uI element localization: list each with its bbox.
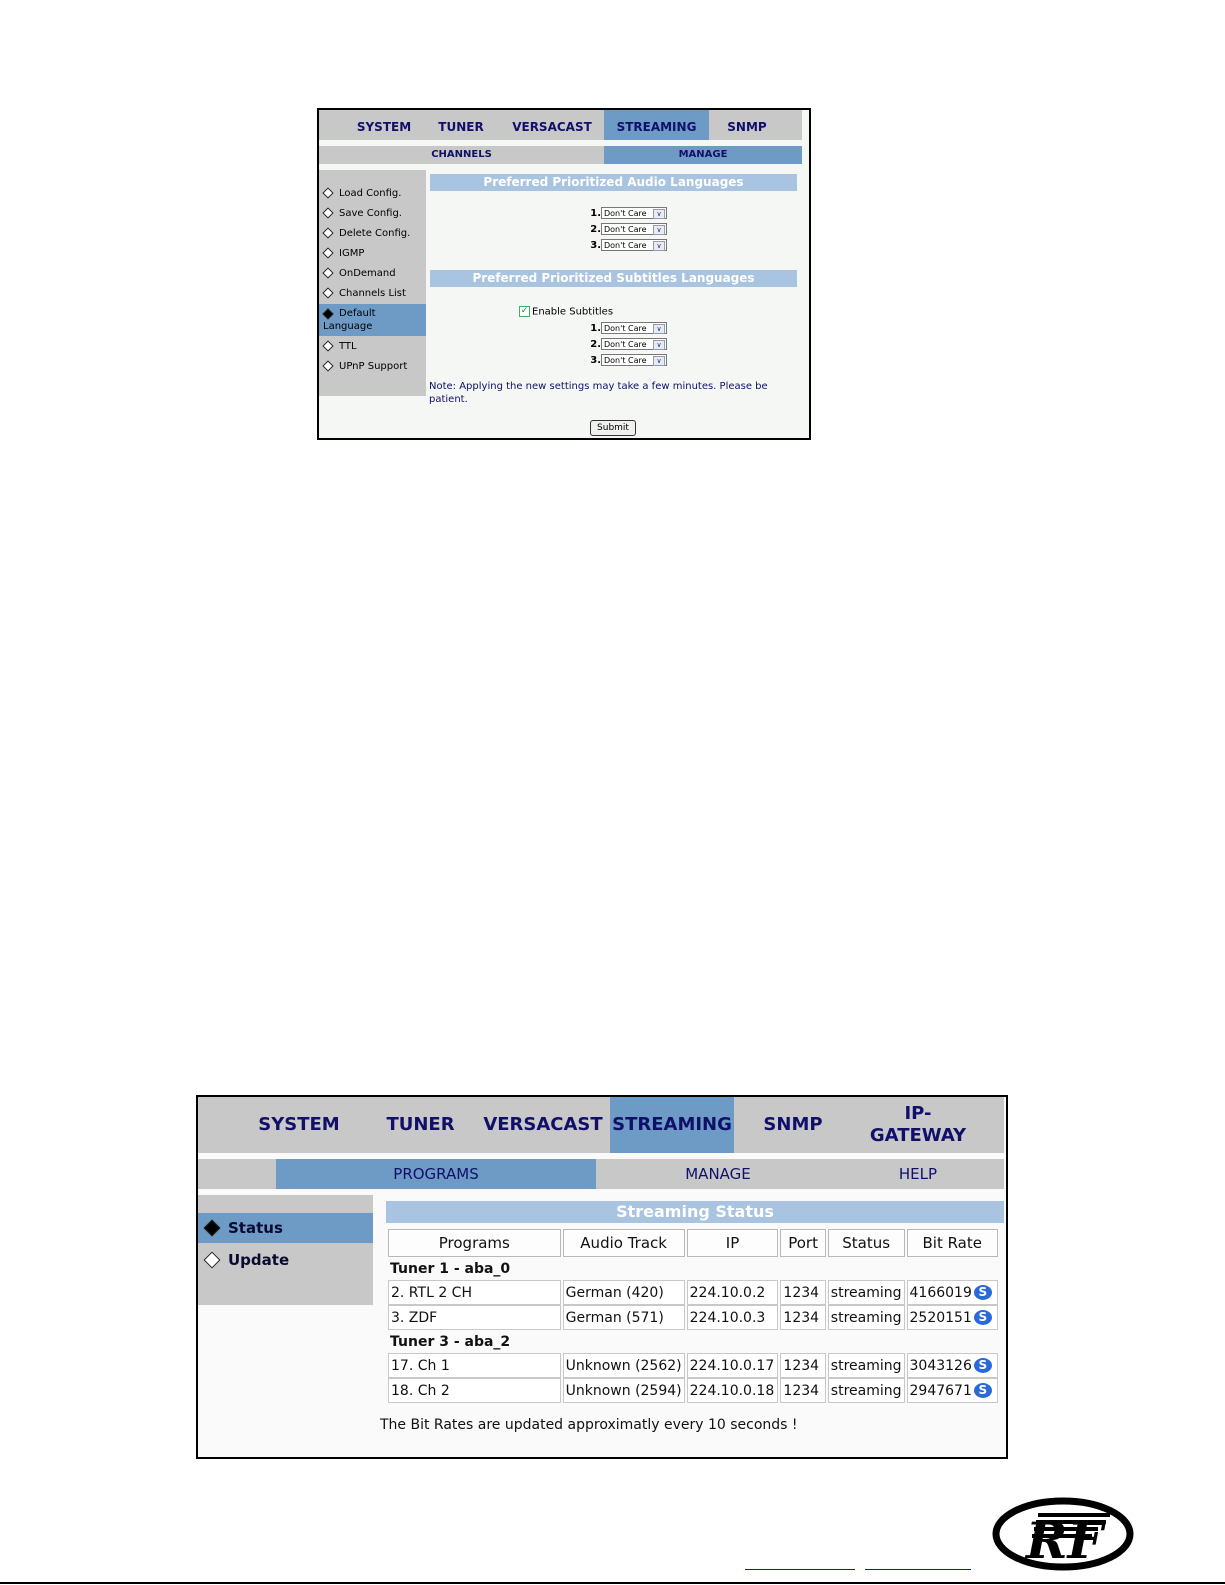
table-row: [388, 1378, 998, 1403]
bitrate-cell: 3043126 S: [907, 1353, 999, 1378]
tab-tuner[interactable]: TUNER: [438, 120, 484, 134]
apply-note: Note: Applying the new settings may take a few minutes. Please be patient.: [429, 381, 768, 405]
table-row: [388, 1305, 998, 1330]
audio-cell: Unknown (2562): [563, 1353, 685, 1378]
diamond-icon: [322, 187, 333, 198]
column-header: Status: [828, 1229, 905, 1257]
subtab-manage[interactable]: MANAGE: [685, 1165, 751, 1183]
enable-subtitles-checkbox[interactable]: ✓ Enable Subtitles: [520, 306, 614, 318]
group-label: Tuner 1 - aba_0: [390, 1260, 511, 1277]
table-row: [388, 1280, 998, 1305]
chevron-down-icon: ∨: [653, 209, 665, 219]
program-cell: 17. Ch 1: [388, 1353, 561, 1378]
port-cell: 1234: [780, 1353, 825, 1378]
diamond-icon: [322, 360, 333, 371]
port-cell: 1234: [780, 1280, 825, 1305]
streaming-status-title: Streaming Status: [386, 1201, 1004, 1223]
subtitle-language-select-1[interactable]: Don't Care ∨: [601, 322, 667, 334]
group-row: [388, 1330, 998, 1353]
subtitle-language-select-2[interactable]: Don't Care ∨: [601, 338, 667, 350]
sidebar-item-default-language[interactable]: Default Language: [319, 304, 426, 336]
table-row: [388, 1353, 998, 1378]
submit-button[interactable]: Submit: [590, 420, 636, 436]
sidebar-item-ttl[interactable]: TTL: [319, 340, 426, 353]
status-cell: streaming: [828, 1353, 905, 1378]
sidebar-item-update[interactable]: Update: [198, 1245, 373, 1275]
diamond-icon: [204, 1252, 221, 1269]
program-cell: 2. RTL 2 CH: [388, 1280, 561, 1305]
ip-cell: 224.10.0.2: [687, 1280, 779, 1305]
footer-link-2[interactable]: [865, 1555, 971, 1570]
tab-snmp[interactable]: SNMP: [727, 120, 767, 134]
subtab-programs[interactable]: PROGRAMS: [276, 1159, 596, 1189]
bitrate-cell: 4166019 S: [907, 1280, 999, 1305]
rf-logo-text: RF: [1026, 1511, 1104, 1570]
port-cell: 1234: [780, 1378, 825, 1403]
subtitle-language-select-3[interactable]: Don't Care ∨: [601, 354, 667, 366]
ip-cell: 224.10.0.18: [687, 1378, 779, 1403]
diamond-filled-icon: [204, 1220, 221, 1237]
default-language-screenshot: SYSTEM TUNER VERSACAST STREAMING SNMP CHANNELS MANAGE Load Config. Save Config. Delete Config. IGMP OnDemand Channels List Default Language TTL UPnP Support Preferred Prioritized Audio Languages 1. Don't Care ∨ 2. Don't Care ∨ 3. Don't Care ∨ Preferred Prioritized Subtitles Languages ✓ Enable Subtitles 1. Don't Care ∨ 2. Don't Care ∨ 3. Don't Care ∨ Note: Applying the new settings may take a few minutes. Please be patient. Submit: [317, 108, 811, 440]
stream-s-icon[interactable]: S: [974, 1285, 992, 1300]
status-cell: streaming: [828, 1378, 905, 1403]
group-row: [388, 1257, 998, 1280]
bitrate-update-note: The Bit Rates are updated approximatly every 10 seconds !: [380, 1417, 798, 1433]
ip-cell: 224.10.0.17: [687, 1353, 779, 1378]
diamond-icon: [322, 287, 333, 298]
stream-s-icon[interactable]: S: [974, 1383, 992, 1398]
ip-cell: 224.10.0.3: [687, 1305, 779, 1330]
status-cell: streaming: [828, 1305, 905, 1330]
sidebar-item-ondemand[interactable]: OnDemand: [319, 267, 426, 280]
page-bottom-rule: [0, 1582, 1225, 1584]
top-nav: [319, 110, 802, 140]
stream-s-icon[interactable]: S: [974, 1310, 992, 1325]
tab-streaming[interactable]: STREAMING: [610, 1097, 734, 1153]
bitrate-cell: 2520151 S: [907, 1305, 999, 1330]
sidebar-item-upnp-support[interactable]: UPnP Support: [319, 360, 426, 373]
column-header: Bit Rate: [907, 1229, 999, 1257]
sub-nav: [198, 1159, 1004, 1189]
tab-versacast[interactable]: VERSACAST: [512, 120, 592, 134]
diamond-icon: [322, 340, 333, 351]
footer-link-1[interactable]: [745, 1555, 855, 1570]
sidebar-item-delete-config[interactable]: Delete Config.: [319, 227, 426, 240]
rf-logo-icon: [992, 1496, 1134, 1572]
diamond-icon: [322, 227, 333, 238]
diamond-icon: [322, 247, 333, 258]
subtitles-languages-header: Preferred Prioritized Subtitles Languages: [430, 270, 797, 287]
diamond-icon: [322, 267, 333, 278]
tab-versacast[interactable]: VERSACAST: [483, 1114, 603, 1135]
top-nav: [198, 1097, 1004, 1153]
sidebar: [319, 170, 426, 396]
audio-language-select-1[interactable]: Don't Care ∨: [601, 207, 667, 219]
subtab-channels[interactable]: CHANNELS: [431, 149, 492, 160]
diamond-icon: [322, 207, 333, 218]
tab-tuner[interactable]: TUNER: [386, 1114, 455, 1135]
tab-snmp[interactable]: SNMP: [763, 1114, 823, 1135]
tab-system[interactable]: SYSTEM: [258, 1114, 340, 1135]
stream-s-icon[interactable]: S: [974, 1358, 992, 1373]
group-label: Tuner 3 - aba_2: [390, 1333, 511, 1350]
sidebar-item-load-config[interactable]: Load Config.: [319, 187, 426, 200]
checkmark-icon: ✓: [520, 306, 529, 316]
audio-cell: Unknown (2594): [563, 1378, 685, 1403]
audio-cell: German (420): [563, 1280, 685, 1305]
status-cell: streaming: [828, 1280, 905, 1305]
sidebar: [198, 1195, 373, 1305]
streaming-status-table: [386, 1229, 1000, 1403]
subtab-manage[interactable]: MANAGE: [604, 146, 802, 164]
sidebar-item-channels-list[interactable]: Channels List: [319, 287, 426, 300]
audio-languages-header: Preferred Prioritized Audio Languages: [430, 174, 797, 191]
chevron-down-icon: ∨: [653, 340, 665, 350]
column-header: Programs: [388, 1229, 561, 1257]
tab-streaming[interactable]: STREAMING: [604, 110, 709, 140]
column-header: IP: [687, 1229, 779, 1257]
audio-language-select-2[interactable]: Don't Care ∨: [601, 223, 667, 235]
sidebar-item-igmp[interactable]: IGMP: [319, 247, 426, 260]
column-header: Port: [780, 1229, 825, 1257]
program-cell: 18. Ch 2: [388, 1378, 561, 1403]
audio-cell: German (571): [563, 1305, 685, 1330]
tab-ip-gateway[interactable]: IP-GATEWAY: [869, 1103, 967, 1146]
tab-system[interactable]: SYSTEM: [356, 120, 412, 134]
chevron-down-icon: ∨: [653, 356, 665, 366]
streaming-status-screenshot: [196, 1095, 1008, 1459]
subtab-help[interactable]: HELP: [898, 1165, 938, 1183]
sidebar-item-save-config[interactable]: Save Config.: [319, 207, 426, 220]
program-cell: 3. ZDF: [388, 1305, 561, 1330]
rf-logo: [992, 1496, 1134, 1576]
sub-nav: [319, 146, 802, 164]
audio-language-select-3[interactable]: Don't Care ∨: [601, 239, 667, 251]
port-cell: 1234: [780, 1305, 825, 1330]
chevron-down-icon: ∨: [653, 241, 665, 251]
bitrate-cell: 2947671 S: [907, 1378, 999, 1403]
chevron-down-icon: ∨: [653, 324, 665, 334]
sidebar-item-status[interactable]: Status: [198, 1213, 373, 1243]
chevron-down-icon: ∨: [653, 225, 665, 235]
column-header: Audio Track: [563, 1229, 685, 1257]
